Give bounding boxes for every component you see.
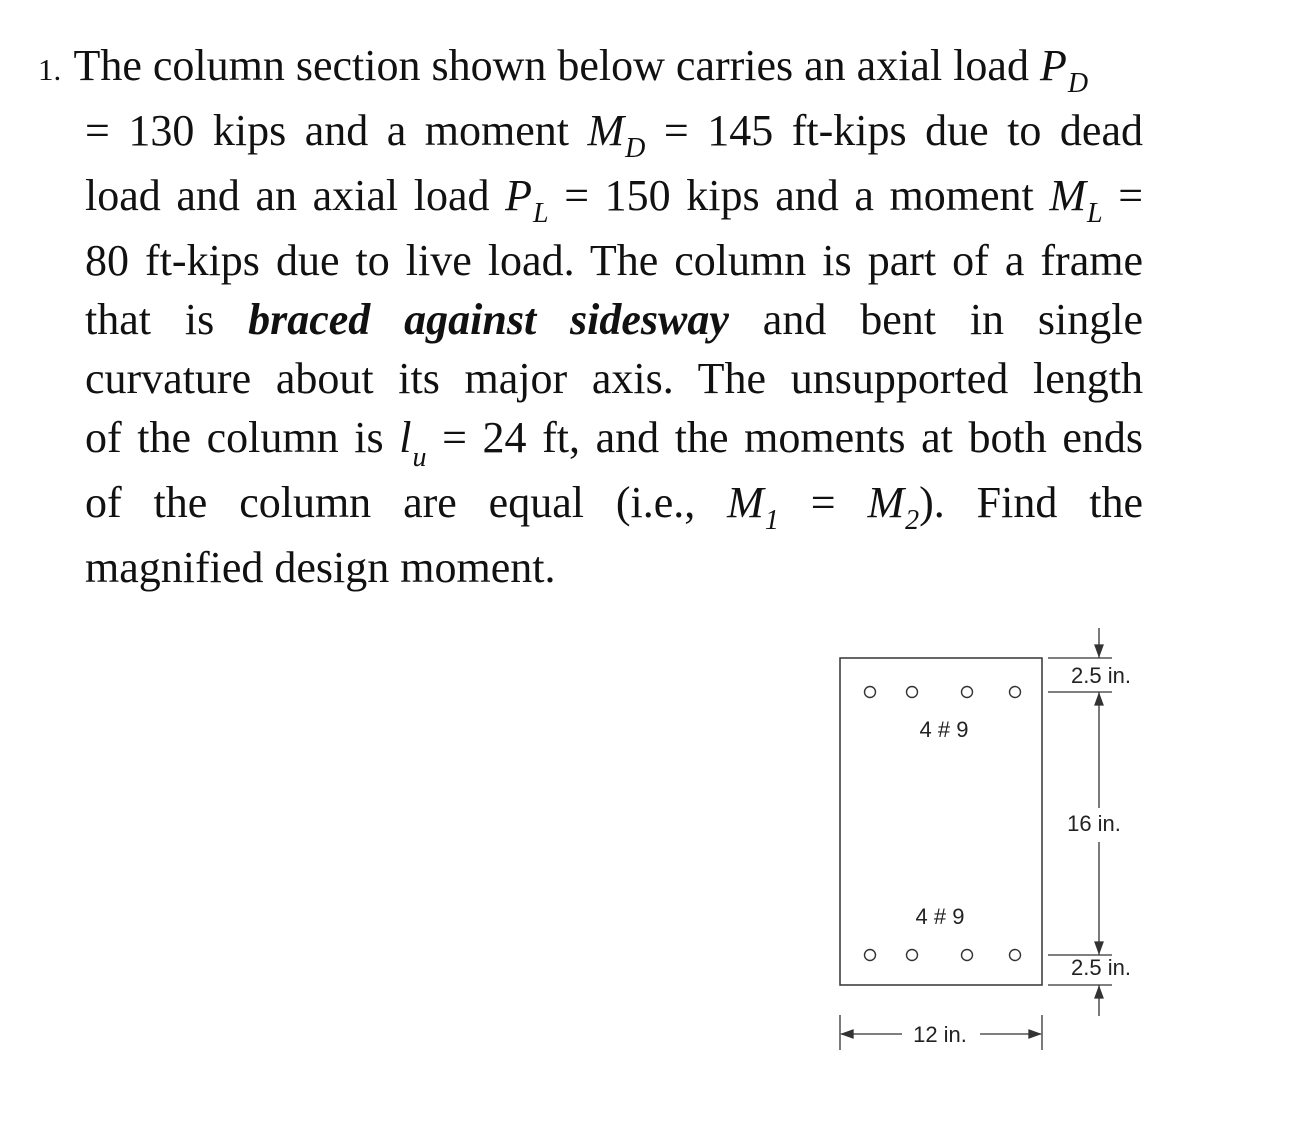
arrow-icon (1095, 645, 1103, 656)
top-cover-label: 2.5 in. (1071, 663, 1131, 688)
depth-label: 16 in. (1067, 811, 1121, 836)
top-bars-label: 4 # 9 (919, 717, 969, 742)
rebar (962, 687, 973, 698)
arrow-icon (1095, 942, 1103, 953)
rebar (907, 950, 918, 961)
rebar (962, 950, 973, 961)
rebar (1010, 687, 1021, 698)
bottom-cover-label: 2.5 in. (1071, 955, 1131, 980)
bottom-rebars (865, 950, 1021, 961)
rebar (907, 687, 918, 698)
arrow-icon (842, 1030, 853, 1038)
rebar (865, 950, 876, 961)
problem-number: 1. (38, 52, 62, 87)
rebar (1010, 950, 1021, 961)
arrow-icon (1095, 987, 1103, 998)
bottom-bars-label: 4 # 9 (915, 904, 965, 929)
emphasis-braced: braced against sidesway (248, 295, 729, 344)
problem-body: = 130 kips and a moment $M_D = 145$ ft-kips due to dead load and an axial load $P_L = 150$ kips and a moment $M_L$ = 80 ft-kips due to live load. The column is part of a frame that is braced against sidesway and bent in single curvature about its major axis. The unsupported length of the column is $l_u = 24$ ft, and the moments at both ends of the column are equal (i.e., $M_1 = M_2$). Find the magnified design moment. (85, 106, 1144, 592)
arrow-icon (1029, 1030, 1040, 1038)
problem-first-line: 1. The column section shown below carries an axial load $P_D$ (38, 41, 1089, 99)
rebar (865, 687, 876, 698)
top-rebars (865, 687, 1021, 698)
column-section-outline (840, 658, 1042, 985)
width-label: 12 in. (913, 1022, 967, 1047)
